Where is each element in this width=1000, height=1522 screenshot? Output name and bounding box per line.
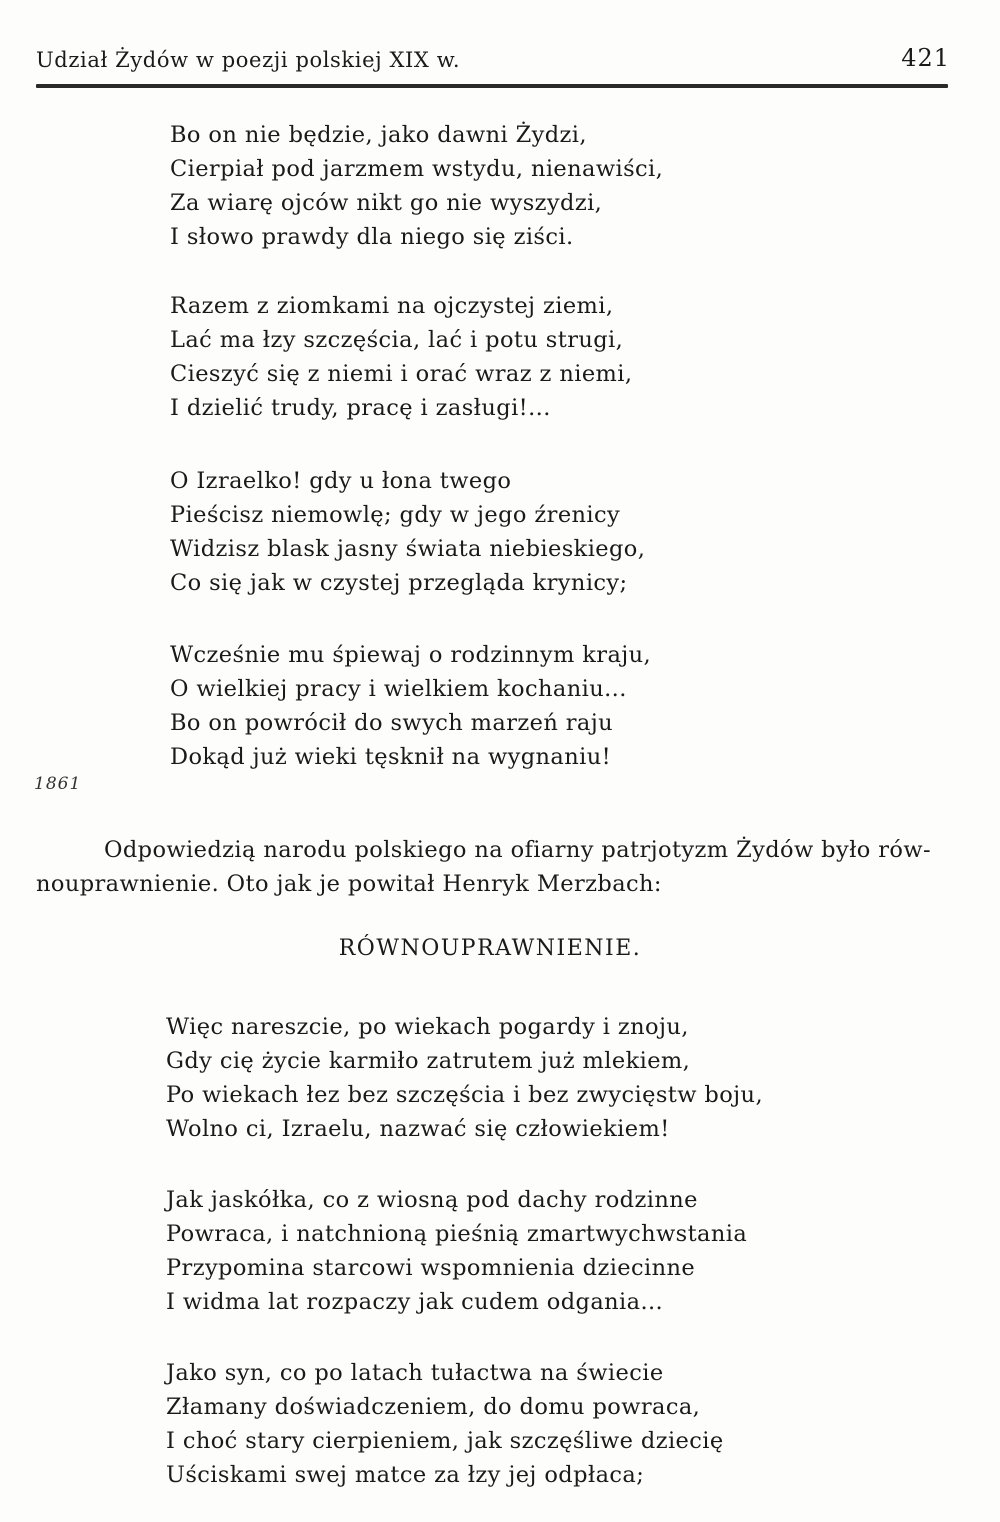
poem1-stanza-1: [170, 118, 730, 254]
poem1-stanza-4: [170, 638, 730, 774]
verse-line: Za wiarę ojców nikt go nie wyszydzi,: [170, 190, 603, 216]
poem2-stanza-1: [166, 1010, 763, 1146]
verse-line: I słowo prawdy dla niego się ziści.: [170, 224, 574, 250]
margin-date-note: 1861: [34, 774, 82, 794]
verse-line: Lać ma łzy szczęścia, lać i potu strugi,: [170, 327, 624, 353]
header-rule: [36, 84, 948, 88]
verse-line: Widzisz blask jasny świata niebieskiego,: [170, 536, 646, 562]
verse-line: Złamany doświadczeniem, do domu powraca,: [166, 1394, 701, 1420]
verse-line: Powraca, i natchnioną pieśnią zmartwychwstania: [166, 1221, 748, 1247]
running-title: Udział Żydów w poezji polskiej XIX w.: [36, 48, 461, 72]
verse-line: O Izraelko! gdy u łona twego: [170, 468, 512, 494]
prose-paragraph: [36, 833, 950, 901]
verse-line: Razem z ziomkami na ojczystej ziemi,: [170, 293, 614, 319]
poem2-stanza-3: [166, 1356, 726, 1492]
verse-line: Bo on powrócił do swych marzeń raju: [170, 710, 613, 736]
verse-line: Wcześnie mu śpiewaj o rodzinnym kraju,: [170, 642, 652, 668]
verse-line: Cierpiał pod jarzmem wstydu, nienawiści,: [170, 156, 664, 182]
verse-line: Co się jak w czystej przegląda krynicy;: [170, 570, 628, 596]
prose-line: Odpowiedzią narodu polskiego na ofiarny patrjotyzm Żydów było rów-: [104, 837, 932, 863]
verse-line: Po wiekach łez bez szczęścia i bez zwycięstw boju,: [166, 1082, 763, 1108]
prose-line: nouprawnienie. Oto jak je powitał Henryk Merzbach:: [36, 871, 662, 897]
verse-line: Więc nareszcie, po wiekach pogardy i znoju,: [166, 1014, 689, 1040]
verse-line: O wielkiej pracy i wielkiem kochaniu...: [170, 676, 627, 702]
verse-line: Dokąd już wieki tęsknił na wygnaniu!: [170, 744, 612, 770]
verse-line: Jak jaskółka, co z wiosną pod dachy rodzinne: [166, 1187, 698, 1213]
verse-line: I choć stary cierpieniem, jak szczęśliwe dziecię: [166, 1428, 724, 1454]
verse-line: Bo on nie będzie, jako dawni Żydzi,: [170, 122, 587, 148]
verse-line: Jako syn, co po latach tułactwa na świecie: [166, 1360, 664, 1386]
verse-line: Pieścisz niemowlę; gdy w jego źrenicy: [170, 502, 621, 528]
verse-line: Gdy cię życie karmiło zatrutem już mlekiem,: [166, 1048, 691, 1074]
verse-line: Wolno ci, Izraelu, nazwać się człowiekiem!: [166, 1116, 670, 1142]
poem1-stanza-3: [170, 464, 730, 600]
poem-title: RÓWNOUPRAWNIENIE.: [338, 936, 642, 961]
poem2-stanza-2: [166, 1183, 748, 1319]
verse-line: Przypomina starcowi wspomnienia dziecinne: [166, 1255, 696, 1281]
verse-line: I dzielić trudy, pracę i zasługi!...: [170, 395, 551, 421]
verse-line: Uściskami swej matce za łzy jej odpłaca;: [166, 1462, 645, 1488]
verse-line: I widma lat rozpaczy jak cudem odgania...: [166, 1289, 664, 1315]
poem1-stanza-2: [170, 289, 730, 425]
page-header: [36, 44, 950, 78]
verse-line: Cieszyć się z niemi i orać wraz z niemi,: [170, 361, 633, 387]
page-number: 421: [901, 44, 950, 72]
